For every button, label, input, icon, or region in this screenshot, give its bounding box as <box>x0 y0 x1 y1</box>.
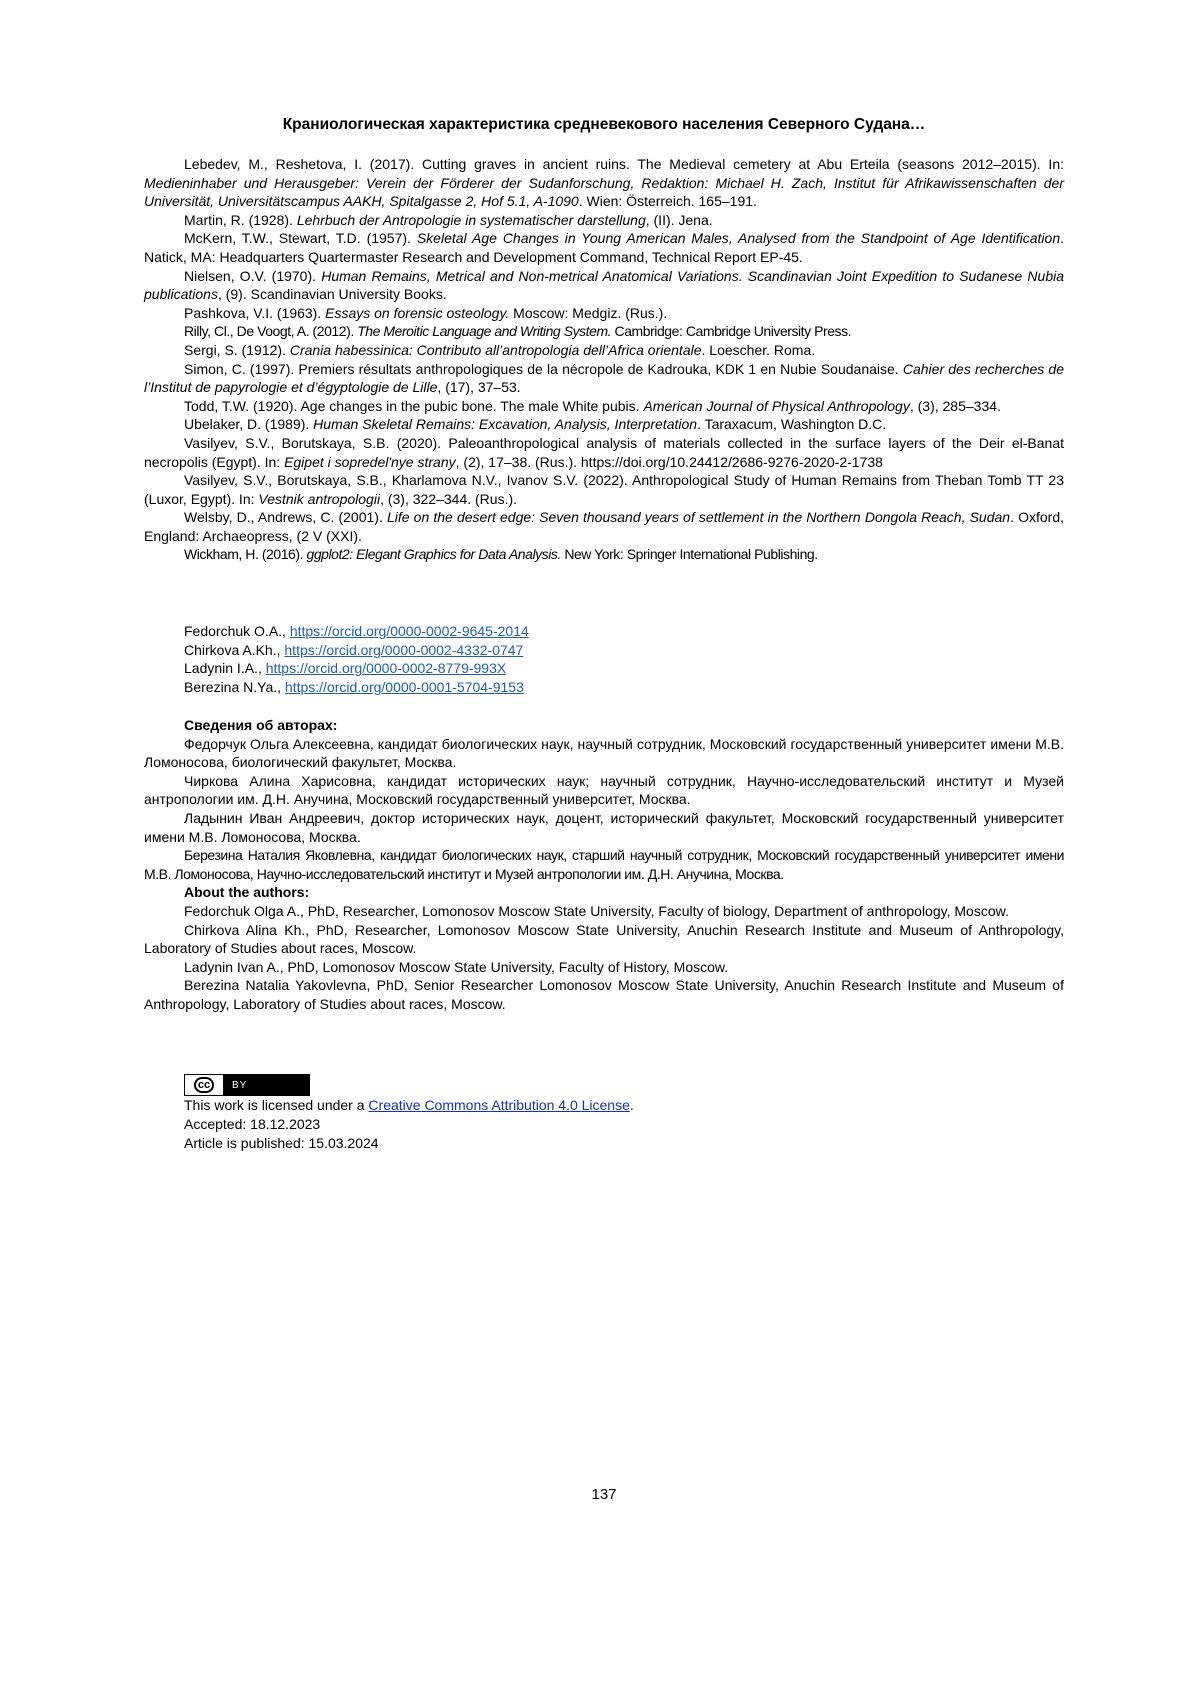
author-info: Березина Наталия Яковлевна, кандидат биологических наук, старший научный сотрудник, Московский государственный университет имени М.В. Ломоносова, Научно-исследовательский институт и Музей антропологии им. Д.Н. Анучина, Москва. <box>144 847 1064 882</box>
reference-item: Vasilyev, S.V., Borutskaya, S.B., Kharlamova N.V., Ivanov S.V. (2022). Anthropological Study of Human Remains from Theban Tomb TT 23 (Luxor, Egypt). In: Vestnik antropologii, (3), 322–344. (Rus.). <box>144 472 1064 507</box>
references-list <box>144 155 1064 564</box>
orcid-link[interactable]: https://orcid.org/0000-0002-8779-993X <box>265 660 507 677</box>
page-number: 137 <box>591 1486 617 1503</box>
orcid-item: Ladynin I.A., https://orcid.org/0000-0002-8779-993X <box>184 660 507 677</box>
reference-item: Pashkova, V.I. (1963). Essays on forensic osteology. Moscow: Medgiz. (Rus.). <box>184 304 668 321</box>
license-text: This work is licensed under a <box>184 1097 369 1113</box>
reference-item: Rilly, Cl., De Voogt, A. (2012). The Meroitic Language and Writing System. Cambridge: Cambridge University Press. <box>184 323 852 340</box>
author-info: Федорчук Ольга Алексеевна, кандидат биологических наук, научный сотрудник, Московский государственный университет имени М.В. Ломоносова, биологический факультет, Москва. <box>144 735 1064 771</box>
cc-by-badge-icon[interactable] <box>184 1074 310 1096</box>
reference-item: Simon, C. (1997). Premiers résultats anthropologiques de la nécropole de Kadrouka, KDK 1 en Nubie Soudanaise. Cahier des recherches de l’Institut de papyrologie et d’égyptologie de Lille, (17), 37–53. <box>144 360 1065 396</box>
author-info: Ладынин Иван Андреевич, доктор исторических наук, доцент, исторический факультет, Московский государственный университет имени М.В. Ломоносова, Москва. <box>144 809 1064 845</box>
reference-item: Sergi, S. (1912). Crania habessinica: Contributo all’antropologia dell’Africa orientale. Loescher. Roma. <box>184 341 816 358</box>
running-header: Краниологическая характеристика средневекового населения Северного Судана… <box>282 116 926 133</box>
orcid-link[interactable]: https://orcid.org/0000-0002-4332-0747 <box>284 641 524 658</box>
reference-item: Lebedev, M., Reshetova, I. (2017). Cutting graves in ancient ruins. The Medieval cemetery at Abu Erteila (seasons 2012–2015). In: Medieninhaber und Herausgeber: Verein der Förderer der Sudanforschung, Redaktion: Michael H. Zach, Institut für Afrikawissenschaften der Universität, Universitätscampus AAKH, Spitalgasse 2, Hof 5.1, A-1090. Wien: Österreich. 165–191. <box>144 156 1064 210</box>
reference-item: Martin, R. (1928). Lehrbuch der Antropologie in systematischer darstellung, (II). Jena. <box>184 211 713 228</box>
author-info: Chirkova Alina Kh., PhD, Researcher, Lomonosov Moscow State University, Anuchin Research Institute and Museum of Anthropology, Laboratory of Studies about races, Moscow. <box>144 921 1064 957</box>
orcid-item: Berezina N.Ya., https://orcid.org/0000-0001-5704-9153 <box>184 678 524 695</box>
accepted-date: Accepted: 18.12.2023 <box>184 1116 321 1132</box>
orcid-link[interactable]: https://orcid.org/0000-0001-5704-9153 <box>284 678 524 695</box>
reference-item: Wickham, H. (2016). ggplot2: Elegant Graphics for Data Analysis. New York: Springer International Publishing. <box>184 546 818 563</box>
orcid-link[interactable]: https://orcid.org/0000-0002-9645-2014 <box>289 623 529 639</box>
authors-ru-section <box>144 716 1064 1014</box>
published-date: Article is published: 15.03.2024 <box>184 1135 379 1151</box>
reference-item: Vasilyev, S.V., Borutskaya, S.B. (2020). Paleoanthropological analysis of materials collected in the surface layers of the Deir el-Banat necropolis (Egypt). In: Egipet i sopredel'nye strany, (2), 17–38. (Rus.). https://doi.org/10.24412/2686-9276-2020-2-1738 <box>144 434 1064 470</box>
license-info: This work is licensed under a Creative Commons Attribution 4.0 License. Accepted: 18.12.2023 Article is published: 15.03.2024 <box>184 1097 634 1151</box>
reference-item: Nielsen, O.V. (1970). Human Remains, Metrical and Non-metrical Anatomical Variations. Scandinavian Joint Expedition to Sudanese Nubia publications, (9). Scandinavian University Books. <box>144 267 1065 303</box>
license-link[interactable]: Creative Commons Attribution 4.0 License <box>368 1097 630 1113</box>
reference-item: Todd, T.W. (1920). Age changes in the pubic bone. The male White pubis. American Journal of Physical Anthropology, (3), 285–334. <box>184 397 1001 414</box>
cc-badge-label: cc <box>194 1077 214 1093</box>
reference-item: Welsby, D., Andrews, C. (2001). Life on the desert edge: Seven thousand years of settlement in the Northern Dongola Reach, Sudan. Oxford, England: Archaeopress, (2 V (XXI). <box>144 509 1065 544</box>
authors-en-heading: About the authors: <box>184 884 310 901</box>
author-info: Berezina Natalia Yakovlevna, PhD, Senior Researcher Lomonosov Moscow State University, Anuchin Research Institute and Museum of Anthropology, Laboratory of Studies about races, Moscow. <box>144 977 1064 1012</box>
author-info: Чиркова Алина Харисовна, кандидат исторических наук; научный сотрудник, Научно-исследовательский институт и Музей антропологии им. Д.Н. Анучина, Московский государственный университет, Москва. <box>144 772 1064 808</box>
orcid-item: Fedorchuk O.A., https://orcid.org/0000-0002-9645-2014 <box>184 623 529 639</box>
reference-item: Ubelaker, D. (1989). Human Skeletal Remains: Excavation, Analysis, Interpretation. Taraxacum, Washington D.C. <box>184 416 887 433</box>
authors-ru-heading: Сведения об авторах: <box>184 717 338 733</box>
by-badge-label: BY <box>232 1079 248 1091</box>
author-info: Fedorchuk Olga A., PhD, Researcher, Lomonosov Moscow State University, Faculty of biology, Department of anthropology, Moscow. <box>184 902 1009 919</box>
orcid-list <box>144 622 1064 696</box>
reference-item: McKern, T.W., Stewart, T.D. (1957). Skeletal Age Changes in Young American Males, Analysed from the Standpoint of Age Identification. Natick, MA: Headquarters Quartermaster Research and Development Command, Technical Report EP-45. <box>144 230 1064 265</box>
author-info: Ladynin Ivan A., PhD, Lomonosov Moscow State University, Faculty of History, Moscow. <box>184 958 729 975</box>
orcid-item: Chirkova A.Kh., https://orcid.org/0000-0002-4332-0747 <box>184 641 524 658</box>
